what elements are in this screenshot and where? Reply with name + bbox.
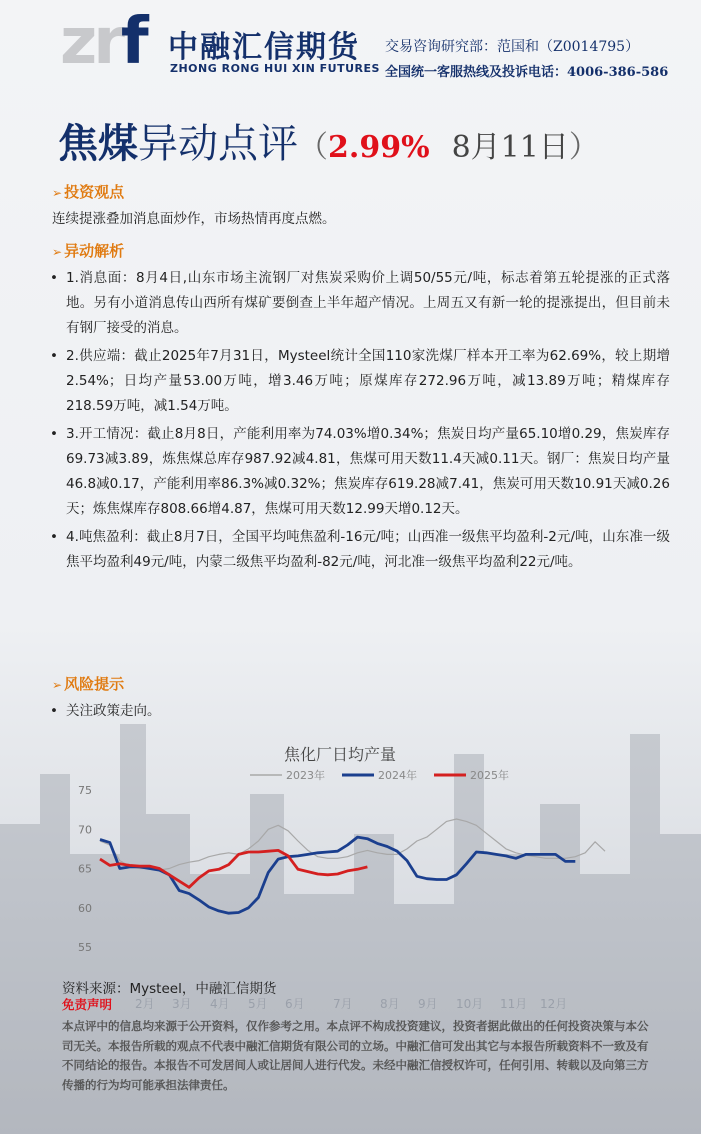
legend-label: 2025年 — [470, 769, 509, 782]
x-tick-label: 10月 — [456, 997, 484, 1011]
y-tick-label: 75 — [78, 784, 92, 797]
x-tick-label: 8月 — [380, 997, 400, 1011]
x-tick-label: 6月 — [285, 997, 305, 1011]
section-heading-risk-label: 风险提示 — [64, 675, 125, 693]
x-tick-label: 2月 — [135, 997, 155, 1011]
title-kind: 异动点评 — [138, 121, 298, 167]
y-tick-label: 65 — [78, 862, 92, 876]
x-tick-label: 5月 — [248, 997, 268, 1011]
disclaimer-label: 免责声明 — [62, 997, 113, 1012]
data-source: 资料来源：Mysteel，中融汇信期货 — [62, 981, 277, 997]
list-item: • 4.吨焦盈利：截止8月7日，全国平均吨焦盈利-16元/吨；山西准一级焦平均盈利-2元/吨，山东准一级焦平均盈利49元/吨，内蒙二级焦平均盈利-82元/吨，河北准一级焦平均盈利22元/吨。 — [50, 525, 670, 575]
series-line-2023年 — [100, 819, 605, 870]
y-tick-label: 60 — [78, 901, 92, 915]
company-logo — [60, 5, 145, 79]
arrow-icon: ➢ — [52, 678, 63, 692]
line-chart — [60, 740, 620, 990]
title-close-paren: ） — [568, 130, 599, 165]
arrow-icon: ➢ — [52, 245, 63, 259]
legend-label: 2023年 — [286, 769, 325, 782]
hotline-info: 全国统一客服热线及投诉电话：4006-386-586 — [385, 65, 669, 80]
list-item: • 1.消息面：8月4日,山东市场主流钢厂对焦炭采购价上调50/55元/吨，标志着第五轮提涨的正式落地。另有小道消息传山西所有煤矿要倒查上半年超产情况。上周五又有新一轮的提涨提出，但目前未有钢厂接受的消息。 — [50, 266, 670, 341]
chart-title: 焦化厂日均产量 — [283, 745, 397, 764]
report-title — [58, 112, 599, 169]
header — [0, 0, 701, 95]
company-name-en: ZHONG RONG HUI XIN FUTURES — [170, 62, 380, 75]
x-tick-label: 7月 — [333, 997, 353, 1011]
section-heading-analysis-label: 异动解析 — [64, 242, 125, 260]
x-tick-label: 4月 — [210, 997, 230, 1011]
view-text: 连续提涨叠加消息面炒作，市场热情再度点燃。 — [52, 211, 336, 227]
x-tick-label: 12月 — [540, 997, 568, 1011]
disclaimer-text: 本点评中的信息均来源于公开资料，仅作参考之用。本点评不构成投资建议，投资者据此做出的任何投资决策与本公司无关。本报告所载的观点不代表中融汇信期货有限公司的立场。中融汇信可发出其它与本报告所载资料不一致及有不同结论的报告。本报告不可发居间人或让居间人进行代发。未经中融汇信授权许可，任何引用、转载以及向第三方传播的行为均可能承担法律责任。 — [62, 1019, 649, 1092]
section-heading-view-label: 投资观点 — [64, 183, 125, 201]
y-tick-label: 55 — [78, 941, 92, 954]
section-heading-risk — [52, 673, 124, 694]
risk-list — [50, 699, 670, 727]
list-item: • 3.开工情况：截止8月8日，产能利用率为74.03%增0.34%；焦炭日均产量65.10增0.29，焦炭库存69.73减3.89，炼焦煤总库存987.92减4.81，焦煤可用天数11.4天减0.11天。钢厂：焦炭日均产量46.8减0.17，产能利用率86.3%减0.32%；焦炭库存619.28减7.41，焦炭可用天数10.91天减0.26天；炼焦煤库存808.66增4.87，焦煤可用天数12.99天增0.12天。 — [50, 422, 670, 522]
logo-mark-f: f — [120, 5, 145, 79]
logo-mark-zr: zr — [60, 5, 121, 79]
x-tick-label: 11月 — [500, 997, 528, 1011]
company-name-cn: 中融汇信期货 — [168, 30, 360, 65]
section-heading-view — [52, 181, 124, 202]
analyst-info: 交易咨询研究部：范国和（Z0014795） — [385, 39, 640, 55]
x-tick-label: 9月 — [418, 997, 438, 1011]
x-tick-label: 3月 — [172, 997, 192, 1011]
title-date: 8月11日 — [451, 130, 569, 165]
list-item: • 关注政策走向。 — [50, 699, 670, 724]
section-heading-analysis — [52, 240, 124, 261]
title-product: 焦煤 — [58, 120, 138, 167]
title-open-paren: （ — [298, 130, 328, 165]
list-item: • 2.供应端：截止2025年7月31日，Mysteel统计全国110家洗煤厂样本开工率为62.69%，较上期增2.54%；日均产量53.00万吨，增3.46万吨；原煤库存272.96万吨，减13.89万吨；精煤库存218.59万吨，减1.54万吨。 — [50, 344, 670, 419]
y-tick-label: 70 — [78, 823, 92, 837]
arrow-icon: ➢ — [52, 186, 63, 200]
legend-label: 2024年 — [378, 769, 417, 782]
title-change-percent: 2.99% — [328, 130, 430, 165]
analysis-list — [50, 266, 670, 578]
